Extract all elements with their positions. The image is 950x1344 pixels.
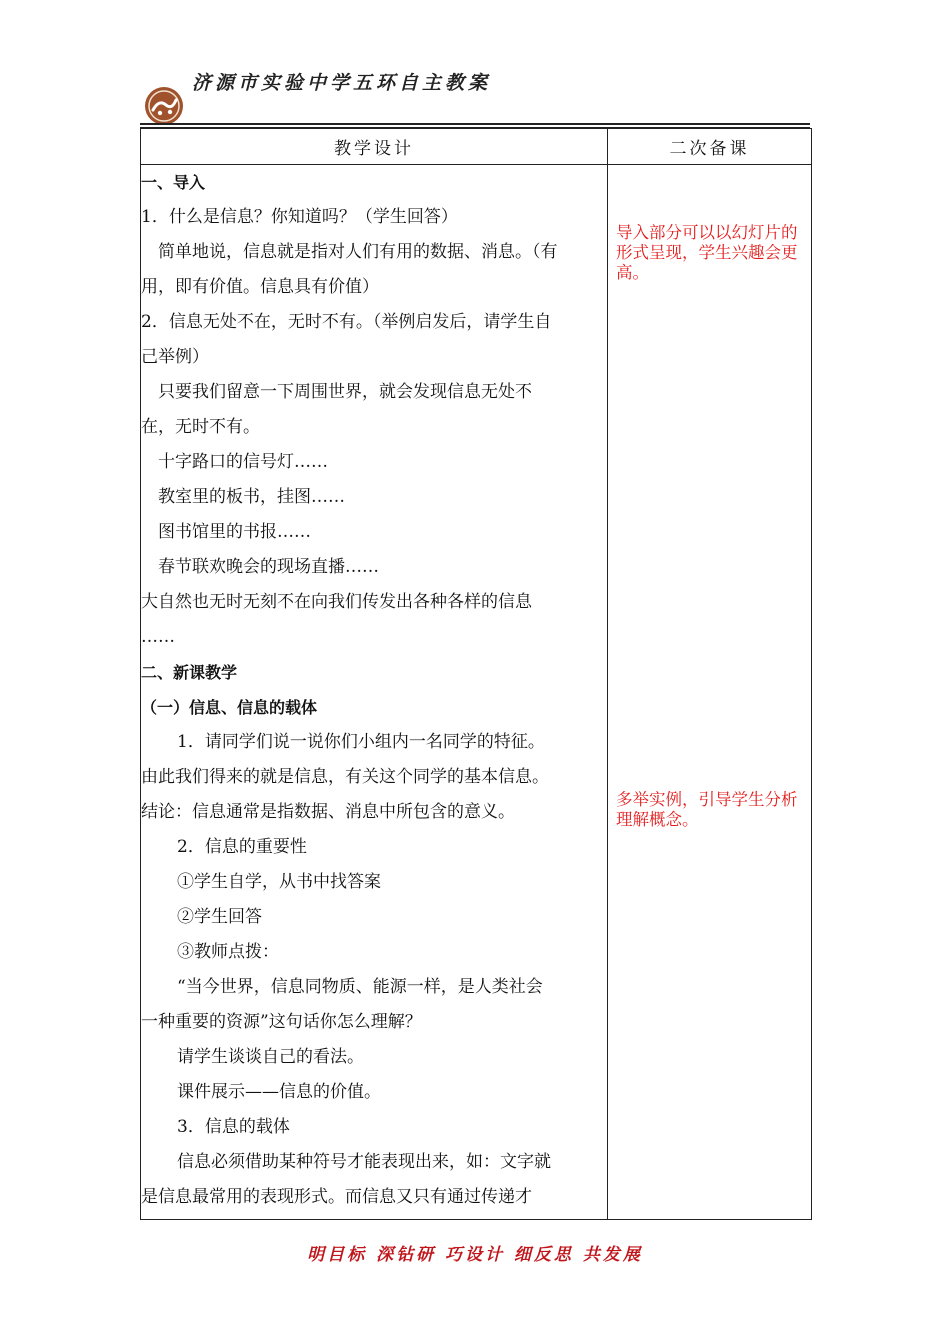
margin-note-examples: 多举实例，引导学生分析理解概念。 [616,790,798,829]
text-line: 2．信息无处不在，无时不有。（举例启发后，请学生自 [141,312,552,332]
subsection-heading: （一）信息、信息的载体 [141,698,318,717]
school-logo-icon [144,86,184,126]
text-line: “当今世界，信息同物质、能源一样，是人类社会 [177,977,543,997]
section-heading-intro: 一、导入 [141,173,206,192]
text-line: 由此我们得来的就是信息，有关这个同学的基本信息。 [141,767,549,787]
text-line: ①学生自学，从书中找答案 [177,872,381,892]
text-line: 课件展示——信息的价值。 [177,1082,381,1102]
teaching-design-cell [141,165,608,1220]
text-line: 1．什么是信息？你知道吗？（学生回答） [141,207,458,227]
text-line: 请学生谈谈自己的看法。 [177,1047,364,1067]
text-line: 信息必须借助某种符号才能表现出来，如：文字就 [177,1152,551,1172]
text-line: 在，无时不有。 [141,417,260,437]
text-line: 简单地说，信息就是指对人们有用的数据、消息。（有 [158,242,558,262]
text-line: 春节联欢晚会的现场直播…… [158,557,379,577]
text-line: 己举例） [141,347,209,367]
text-line: 结论：信息通常是指数据、消息中所包含的意义。 [141,802,515,822]
text-line: ③教师点拨： [177,942,279,962]
text-line: 图书馆里的书报…… [158,522,311,542]
text-line: …… [141,627,175,647]
second-preparation-cell [608,165,812,1220]
text-line: 只要我们留意一下周围世界，就会发现信息无处不 [158,382,532,402]
page-header [140,60,810,130]
footer-slogan: 明目标 深钻研 巧设计 细反思 共发展 [307,1245,643,1265]
col-header-teaching-design: 教学设计 [141,129,608,165]
school-title: 济源市实验中学五环自主教案 [192,72,492,94]
text-line: 2．信息的重要性 [177,837,307,857]
text-line: 1．请同学们说一说你们小组内一名同学的特征。 [177,732,545,752]
text-line: 用，即有价值。信息具有价值） [141,277,379,297]
table-body-row [141,165,812,1220]
lesson-plan-table [140,128,812,1220]
section-heading-new-lesson: 二、新课教学 [141,663,238,682]
text-line: 十字路口的信号灯…… [158,452,328,472]
table-header-row [141,129,812,165]
text-line: 是信息最常用的表现形式。而信息又只有通过传递才 [141,1187,532,1207]
text-line: 教室里的板书，挂图…… [158,487,345,507]
text-line: 一种重要的资源”这句话你怎么理解？ [141,1012,422,1032]
text-line: ②学生回答 [177,907,262,927]
col-header-second-preparation: 二次备课 [608,129,812,165]
text-line: 大自然也无时无刻不在向我们传发出各种各样的信息 [141,592,532,612]
text-line: 3．信息的载体 [177,1117,290,1137]
header-rule [140,123,810,125]
margin-note-intro: 导入部分可以以幻灯片的形式呈现，学生兴趣会更高。 [616,223,798,282]
